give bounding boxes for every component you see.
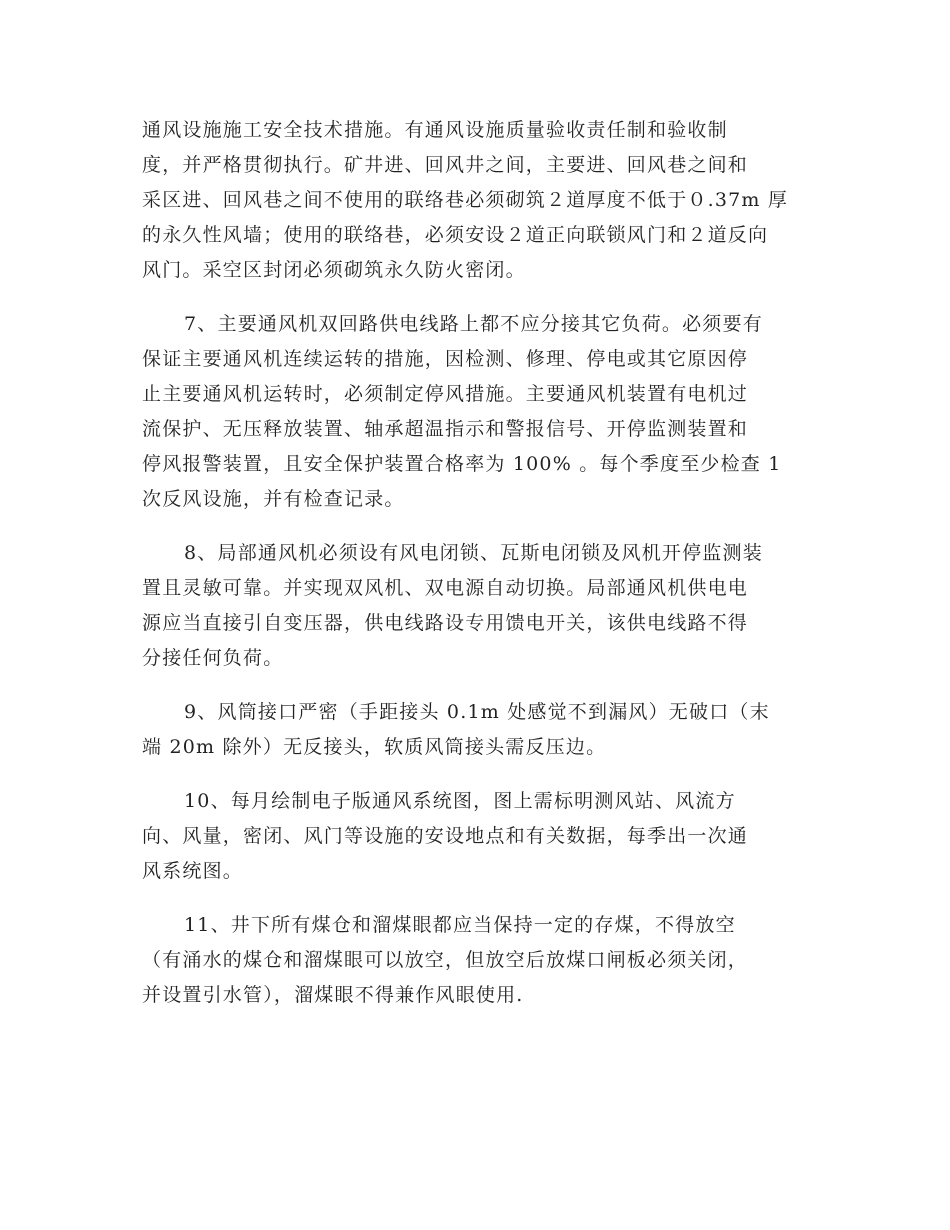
text-line: （有涌水的煤仓和溜煤眼可以放空，但放空后放煤口闸板必须关闭，	[142, 949, 749, 971]
text-line: 停风报警装置，且安全保护装置合格率为 100% 。每个季度至少检查 1	[142, 453, 782, 475]
text-line: 采区进、回风巷之间不使用的联络巷必须砌筑２道厚度不低于０.37m 厚	[142, 189, 789, 211]
paragraph-item-10	[142, 784, 810, 889]
text-line: 向、风量，密闭、风门等设施的安设地点和有关数据，每季出一次通	[142, 825, 749, 847]
text-line: 风系统图。	[142, 860, 244, 882]
text-line: 保证主要通风机连续运转的措施，因检测、修理、停电或其它原因停	[142, 348, 749, 370]
text-line: 流保护、无压释放装置、轴承超温指示和警报信号、开停监测装置和	[142, 418, 749, 440]
paragraph-item-9	[142, 695, 810, 765]
text-line: 端 20m 除外）无反接头，软质风筒接头需反压边。	[142, 736, 607, 758]
text-line: 通风设施施工安全技术措施。有通风设施质量验收责任制和验收制	[142, 119, 728, 141]
text-line: 7、主要通风机双回路供电线路上都不应分接其它负荷。必须要有	[184, 313, 763, 335]
text-line: 源应当直接引自变压器，供电线路设专用馈电开关，该供电线路不得	[142, 612, 749, 634]
text-line: 置且灵敏可靠。并实现双风机、双电源自动切换。局部通风机供电电	[142, 577, 749, 599]
text-line: 止主要通风机运转时，必须制定停风措施。主要通风机装置有电机过	[142, 383, 749, 405]
text-line: 风门。采空区封闭必须砌筑永久防火密闭。	[142, 259, 526, 281]
document-body	[142, 113, 810, 1032]
text-line: 11、井下所有煤仓和溜煤眼都应当保持一定的存煤，不得放空	[184, 914, 736, 936]
paragraph-item-7	[142, 307, 810, 517]
paragraph-item-8	[142, 536, 810, 676]
text-line: 10、每月绘制电子版通风系统图，图上需标明测风站、风流方	[184, 790, 736, 812]
text-line: 的永久性风墙；使用的联络巷，必须安设２道正向联锁风门和２道反向	[142, 224, 769, 246]
text-line: 次反风设施，并有检查记录。	[142, 488, 405, 510]
text-line: 9、风筒接口严密（手距接头 0.1m 处感觉不到漏风）无破口（末	[184, 701, 770, 723]
text-line: 并设置引水管），溜煤眼不得兼作风眼使用.	[142, 984, 524, 1006]
text-line: 8、局部通风机必须设有风电闭锁、瓦斯电闭锁及风机开停监测装	[184, 542, 763, 564]
paragraph-item-11	[142, 908, 810, 1013]
text-line: 度，并严格贯彻执行。矿井进、回风井之间，主要进、回风巷之间和	[142, 154, 749, 176]
paragraph-ventilation-facilities	[142, 113, 810, 288]
text-line: 分接任何负荷。	[142, 647, 284, 669]
